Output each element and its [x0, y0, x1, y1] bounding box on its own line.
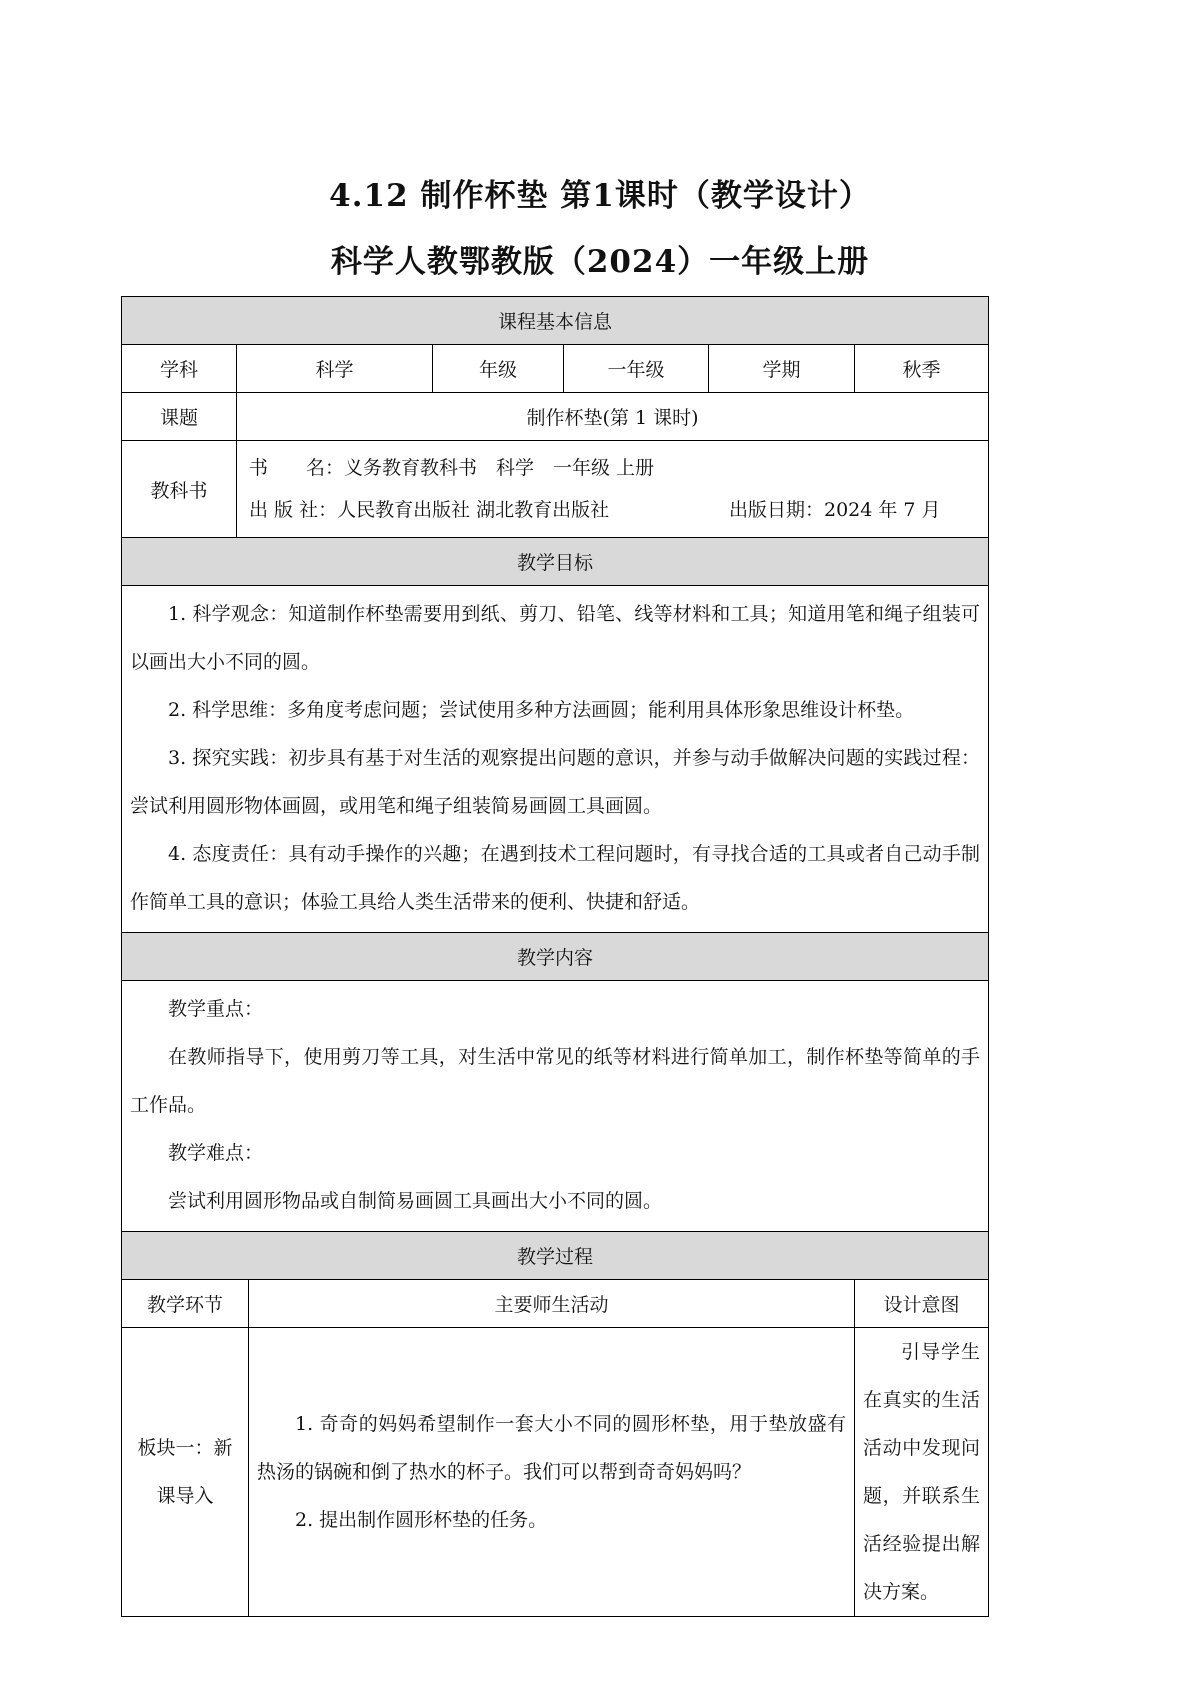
- objective-item: 1. 科学观念：知道制作杯垫需要用到纸、剪刀、铅笔、线等材料和工具；知道用笔和绳子组装可以画出大小不同的圆。: [130, 603, 981, 673]
- table-row: [122, 1328, 989, 1617]
- key-point-label: 教学重点：: [168, 998, 264, 1020]
- objective-item: 4. 态度责任：具有动手操作的兴趣；在遇到技术工程问题时，有寻找合适的工具或者自己动手制作简单工具的意识；体验工具给人类生活带来的便利、快捷和舒适。: [130, 843, 981, 913]
- grade-label: 年级: [433, 345, 564, 393]
- objectives-header: 教学目标: [122, 538, 989, 586]
- content-header: 教学内容: [122, 933, 989, 981]
- col-section-header: 教学环节: [122, 1280, 249, 1328]
- basic-info-row: [122, 345, 989, 393]
- process-header: 教学过程: [122, 1232, 989, 1280]
- topic-label: 课题: [122, 393, 237, 441]
- document-title: 4.12 制作杯垫 第1课时（教学设计）: [329, 178, 871, 214]
- section-name: 板块一：新课导入: [122, 1328, 249, 1617]
- term-label: 学期: [709, 345, 855, 393]
- main-activities: [249, 1328, 855, 1617]
- activity-item: 1. 奇奇的妈妈希望制作一套大小不同的圆形杯垫，用于垫放盛有热汤的锅碗和倒了热水的杯子。我们可以帮到奇奇妈妈吗？: [257, 1413, 846, 1483]
- objectives-body: [122, 586, 989, 933]
- book-name-line: 书 名：义务教育教科书 科学 一年级 上册: [249, 457, 655, 479]
- textbook-row: [122, 441, 989, 538]
- term-value: 秋季: [855, 345, 989, 393]
- difficulty-text: 尝试利用圆形物品或自制简易画圆工具画出大小不同的圆。: [168, 1190, 663, 1212]
- textbook-info: [237, 441, 989, 538]
- col-activities-header: 主要师生活动: [249, 1280, 855, 1328]
- textbook-label: 教科书: [122, 441, 237, 538]
- document-subtitle: 科学人教鄂教版（2024）一年级上册: [330, 244, 870, 280]
- basic-info-header: 课程基本信息: [122, 297, 989, 345]
- subject-value: 科学: [237, 345, 433, 393]
- content-body: [122, 981, 989, 1232]
- design-intent: 引导学生在真实的生活活动中发现问题，并联系生活经验提出解决方案。: [855, 1328, 989, 1617]
- key-point-text: 在教师指导下，使用剪刀等工具，对生活中常见的纸等材料进行简单加工，制作杯垫等简单的手工作品。: [130, 1046, 981, 1116]
- subject-label: 学科: [122, 345, 237, 393]
- lesson-plan-table: [121, 296, 989, 1617]
- process-column-headers: [122, 1280, 989, 1328]
- activity-item: 2. 提出制作圆形杯垫的任务。: [295, 1509, 548, 1531]
- publish-date: 出版日期：2024 年 7 月: [729, 499, 941, 521]
- grade-value: 一年级: [564, 345, 709, 393]
- topic-row: [122, 393, 989, 441]
- publisher-text: 出 版 社：人民教育出版社 湖北教育出版社: [249, 499, 610, 521]
- publisher-line: [249, 489, 976, 531]
- col-intent-header: 设计意图: [855, 1280, 989, 1328]
- objective-item: 3. 探究实践：初步具有基于对生活的观察提出问题的意识，并参与动手做解决问题的实践过程：尝试利用圆形物体画圆，或用笔和绳子组装简易画圆工具画圆。: [130, 747, 981, 817]
- difficulty-label: 教学难点：: [168, 1142, 264, 1164]
- topic-value: 制作杯垫(第 1 课时): [237, 393, 989, 441]
- objective-item: 2. 科学思维：多角度考虑问题；尝试使用多种方法画圆；能利用具体形象思维设计杯垫。: [168, 699, 915, 721]
